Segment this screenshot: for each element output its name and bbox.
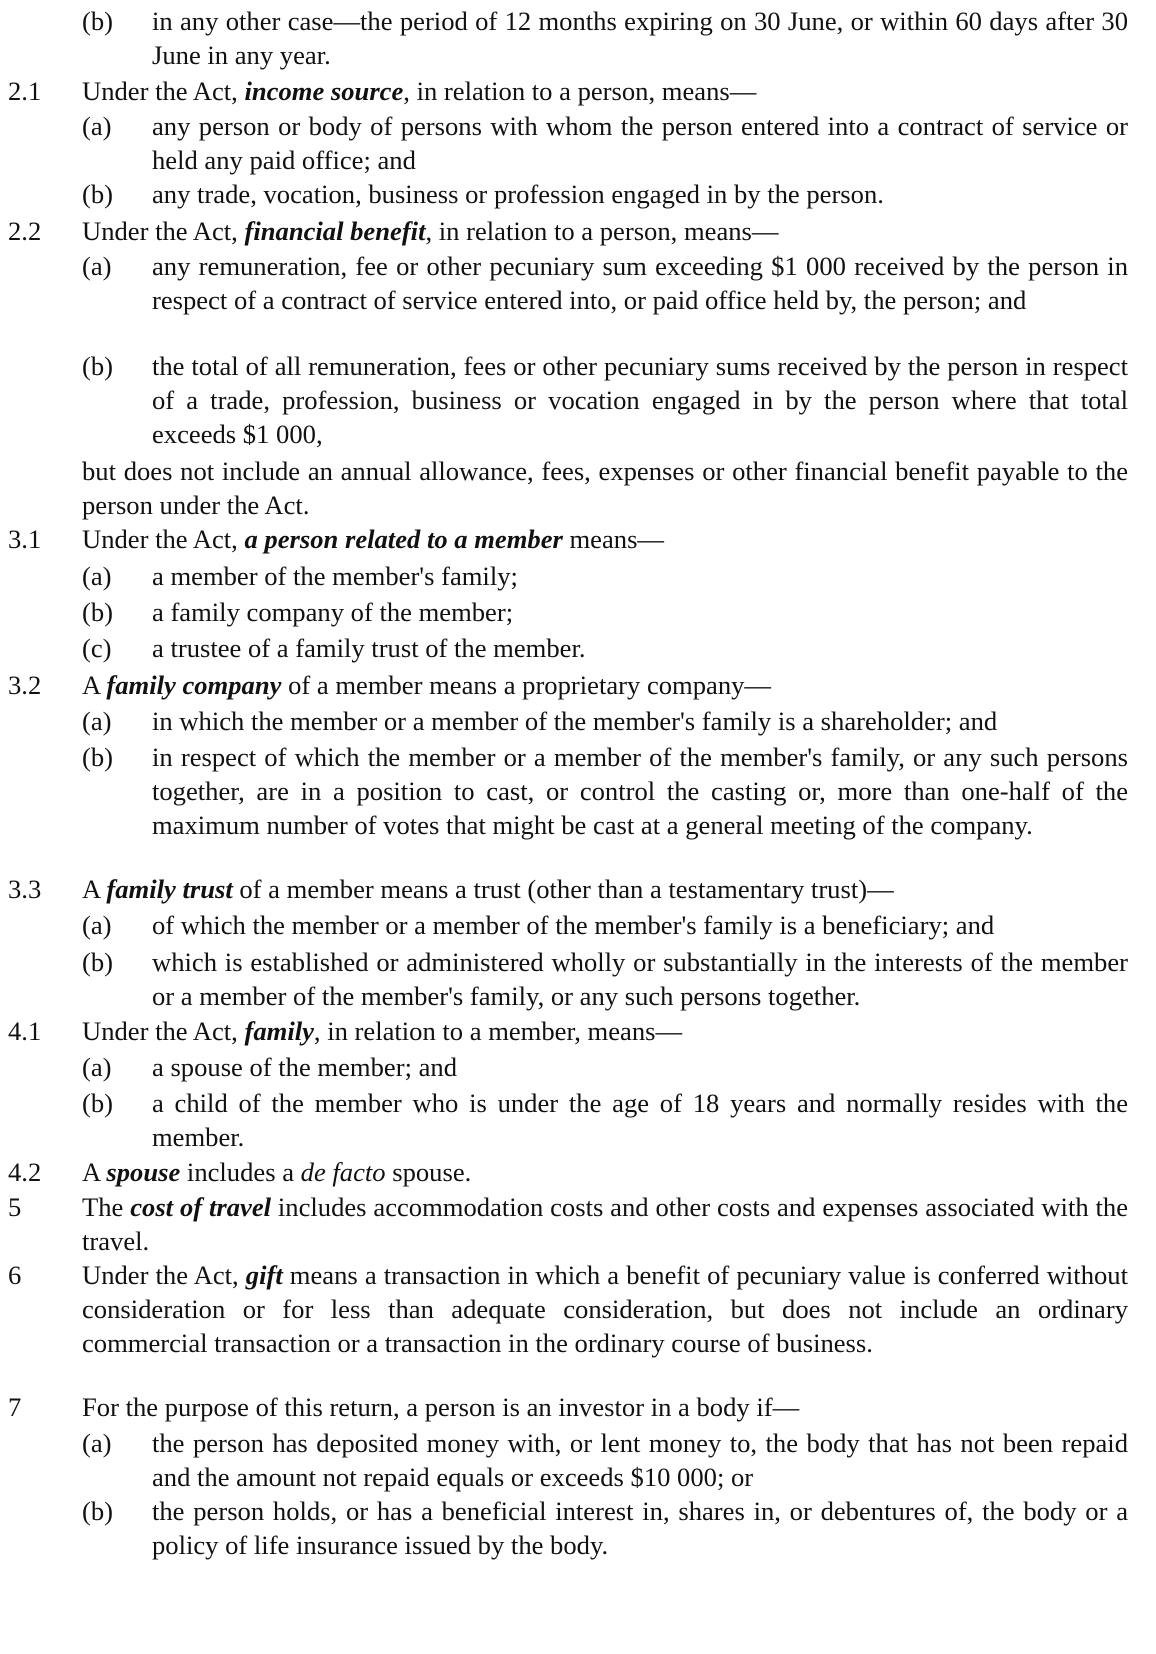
text-run: of a member means a trust (other than a testamentary trust)— (232, 874, 894, 904)
clause-main (0, 668, 1156, 702)
subclause-label: (a) (82, 1052, 112, 1082)
text-run: Under the Act, (82, 524, 245, 554)
subclause (82, 740, 1156, 842)
clause-cont (0, 454, 1156, 522)
subclause-label: (c) (82, 633, 112, 663)
clause-number: 7 (8, 1392, 22, 1422)
clause-sub (0, 1426, 1156, 1494)
clause-main (0, 1390, 1156, 1424)
clause-text (82, 872, 1128, 906)
subclause (82, 177, 1156, 211)
subclause-text (152, 1086, 1128, 1154)
text-run: a member of the member's family; (152, 561, 518, 591)
clause-number: 4.2 (8, 1157, 42, 1187)
subclause-label: (b) (82, 597, 114, 627)
text-run: of which the member or a member of the member's family is a beneficiary; and (152, 910, 995, 940)
clause-number: 6 (8, 1260, 22, 1290)
subclause (82, 109, 1156, 177)
subclause-label: (a) (82, 111, 112, 141)
clause-sub (0, 1050, 1156, 1084)
subclause-label: (b) (82, 351, 114, 381)
defined-term: family (244, 1016, 314, 1046)
text-run: in any other case—the period of 12 months expiring on 30 June, or within 60 days after 30 June in any year. (152, 6, 1128, 70)
clause-sub (0, 4, 1156, 72)
subclause-text (152, 4, 1128, 72)
clause-sub (0, 1494, 1156, 1562)
subclause-label: (b) (82, 742, 114, 772)
subclause-label: (a) (82, 561, 112, 591)
clause-sub (0, 177, 1156, 211)
clause-main (0, 214, 1156, 248)
subclause-text (152, 1050, 1128, 1084)
text-run: spouse. (385, 1157, 472, 1187)
subclause-text (152, 631, 1128, 665)
subclause-label: (b) (82, 947, 114, 977)
text-run: includes accommodation costs and other costs and expenses associated with the travel. (82, 1192, 1128, 1256)
text-run: For the purpose of this return, a person is an investor in a body if— (82, 1392, 800, 1422)
subclause-text (152, 559, 1128, 593)
subclause-label: (a) (82, 1428, 112, 1458)
subclause (82, 704, 1156, 738)
clause-sub (0, 595, 1156, 629)
defined-term: family company (106, 670, 282, 700)
text-run: , in relation to a person, means— (425, 216, 779, 246)
defined-term: cost of travel (130, 1192, 272, 1222)
text-run: a trustee of a family trust of the member. (152, 633, 586, 663)
subclause-text (152, 704, 1128, 738)
text-run: the total of all remuneration, fees or other pecuniary sums received by the person in respect of a trade, profession, business or vocation engaged in by the person where that total exceeds $1 000, (152, 351, 1128, 449)
text-run: a spouse of the member; and (152, 1052, 457, 1082)
subclause-text (152, 908, 1128, 942)
subclause (82, 1426, 1156, 1494)
defined-term: family trust (106, 874, 233, 904)
clause-sub (0, 704, 1156, 738)
clause-main (0, 1014, 1156, 1048)
text-run: in respect of which the member or a member of the member's family, or any such persons together, are in a position to cast, or control the casting or, more than one-half of the maximum number of votes that might be cast at a general meeting of the company. (152, 742, 1128, 840)
subclause (82, 1050, 1156, 1084)
subclause-label: (a) (82, 251, 112, 281)
subclause (82, 595, 1156, 629)
text-run: the person holds, or has a beneficial interest in, shares in, or debentures of, the body or a policy of life insurance issued by the body. (152, 1496, 1128, 1560)
subclause-label: (b) (82, 1088, 114, 1118)
clause-text (82, 1014, 1128, 1048)
clause-number: 3.3 (8, 874, 42, 904)
clause-sub (0, 109, 1156, 177)
clause-sub (0, 249, 1156, 317)
subclause-text (152, 740, 1128, 842)
clause-text (82, 1190, 1128, 1258)
clause-text (82, 522, 1128, 556)
subclause-text (152, 109, 1128, 177)
text-run: any remuneration, fee or other pecuniary sum exceeding $1 000 received by the person in respect of a contract of service entered into, or paid office held by, the person; and (152, 251, 1128, 315)
defined-term: financial benefit (244, 216, 426, 246)
subclause-text (152, 1426, 1128, 1494)
clause-text (82, 1155, 1128, 1189)
subclause-text (152, 177, 1128, 211)
defined-term: spouse (106, 1157, 181, 1187)
text-run: any person or body of persons with whom the person entered into a contract of service or held any paid office; and (152, 111, 1128, 175)
text-run: which is established or administered wholly or substantially in the interests of the member or a member of the member's family, or any such persons together. (152, 947, 1128, 1011)
subclause-label: (b) (82, 179, 114, 209)
defined-term: gift (245, 1260, 283, 1290)
clause-sub (0, 908, 1156, 942)
text-run: A (82, 1157, 107, 1187)
subclause (82, 1494, 1156, 1562)
text-run: Under the Act, (82, 216, 245, 246)
subclause (82, 249, 1156, 317)
subclause-text (152, 349, 1128, 451)
defined-term: income source (244, 76, 404, 106)
clause-main (0, 522, 1156, 556)
clause-main (0, 1190, 1156, 1258)
subclause-text (152, 249, 1128, 317)
clause-text (82, 1390, 1128, 1424)
text-run: The (82, 1192, 131, 1222)
clause-main (0, 1155, 1156, 1189)
subclause (82, 559, 1156, 593)
clause-number: 2.2 (8, 216, 42, 246)
subclause (82, 631, 1156, 665)
subclause (82, 908, 1156, 942)
subclause-text (152, 1494, 1128, 1562)
clause-sub (0, 631, 1156, 665)
text-run: Under the Act, (82, 1016, 245, 1046)
defined-term: a person related to a member (244, 524, 563, 554)
subclause-label: (a) (82, 706, 112, 736)
text-run: a family company of the member; (152, 597, 514, 627)
text-run: Under the Act, (82, 1260, 246, 1290)
text-run: , in relation to a person, means— (403, 76, 757, 106)
text-run: the person has deposited money with, or lent money to, the body that has not been repaid and the amount not repaid equals or exceeds $10 000; or (152, 1428, 1128, 1492)
text-run: means— (562, 524, 665, 554)
text-run: in which the member or a member of the member's family is a shareholder; and (152, 706, 998, 736)
clause-number: 4.1 (8, 1016, 42, 1046)
clause-sub (0, 740, 1156, 842)
clause-main (0, 1258, 1156, 1360)
clause-text (82, 1258, 1128, 1360)
subclause-label: (a) (82, 910, 112, 940)
clause-number: 5 (8, 1192, 22, 1222)
text-run: includes a (180, 1157, 301, 1187)
text-run: A (82, 874, 107, 904)
clause-text (82, 668, 1128, 702)
clause-sub (0, 349, 1156, 451)
italic-text: de facto (300, 1157, 386, 1187)
clause-sub (0, 1086, 1156, 1154)
text-run: of a member means a proprietary company— (281, 670, 772, 700)
clause-main (0, 872, 1156, 906)
subclause-text (152, 595, 1128, 629)
subclause-text (152, 945, 1128, 1013)
clause-text (82, 214, 1128, 248)
subclause (82, 4, 1156, 72)
text-run: means a transaction in which a benefit of pecuniary value is conferred without consideration or for less than adequate consideration, but does not include an ordinary commercial transaction or a transaction in the ordinary course of business. (82, 1260, 1128, 1358)
clause-sub (0, 559, 1156, 593)
clause-sub (0, 945, 1156, 1013)
clause-number: 2.1 (8, 76, 42, 106)
subclause (82, 1086, 1156, 1154)
subclause-label: (b) (82, 1496, 114, 1526)
text-run: Under the Act, (82, 76, 245, 106)
subclause (82, 349, 1156, 451)
subclause (82, 945, 1156, 1013)
clause-number: 3.1 (8, 524, 42, 554)
text-run: A (82, 670, 107, 700)
clause-text (82, 74, 1128, 108)
text-run: any trade, vocation, business or profession engaged in by the person. (152, 179, 884, 209)
text-run: , in relation to a member, means— (313, 1016, 683, 1046)
subclause-label: (b) (82, 6, 114, 36)
clause-number: 3.2 (8, 670, 42, 700)
clause-main (0, 74, 1156, 108)
text-run: but does not include an annual allowance, fees, expenses or other financial benefit payable to the person under the Act. (82, 456, 1128, 520)
text-run: a child of the member who is under the age of 18 years and normally resides with the member. (152, 1088, 1128, 1152)
continuation-text (82, 454, 1128, 522)
